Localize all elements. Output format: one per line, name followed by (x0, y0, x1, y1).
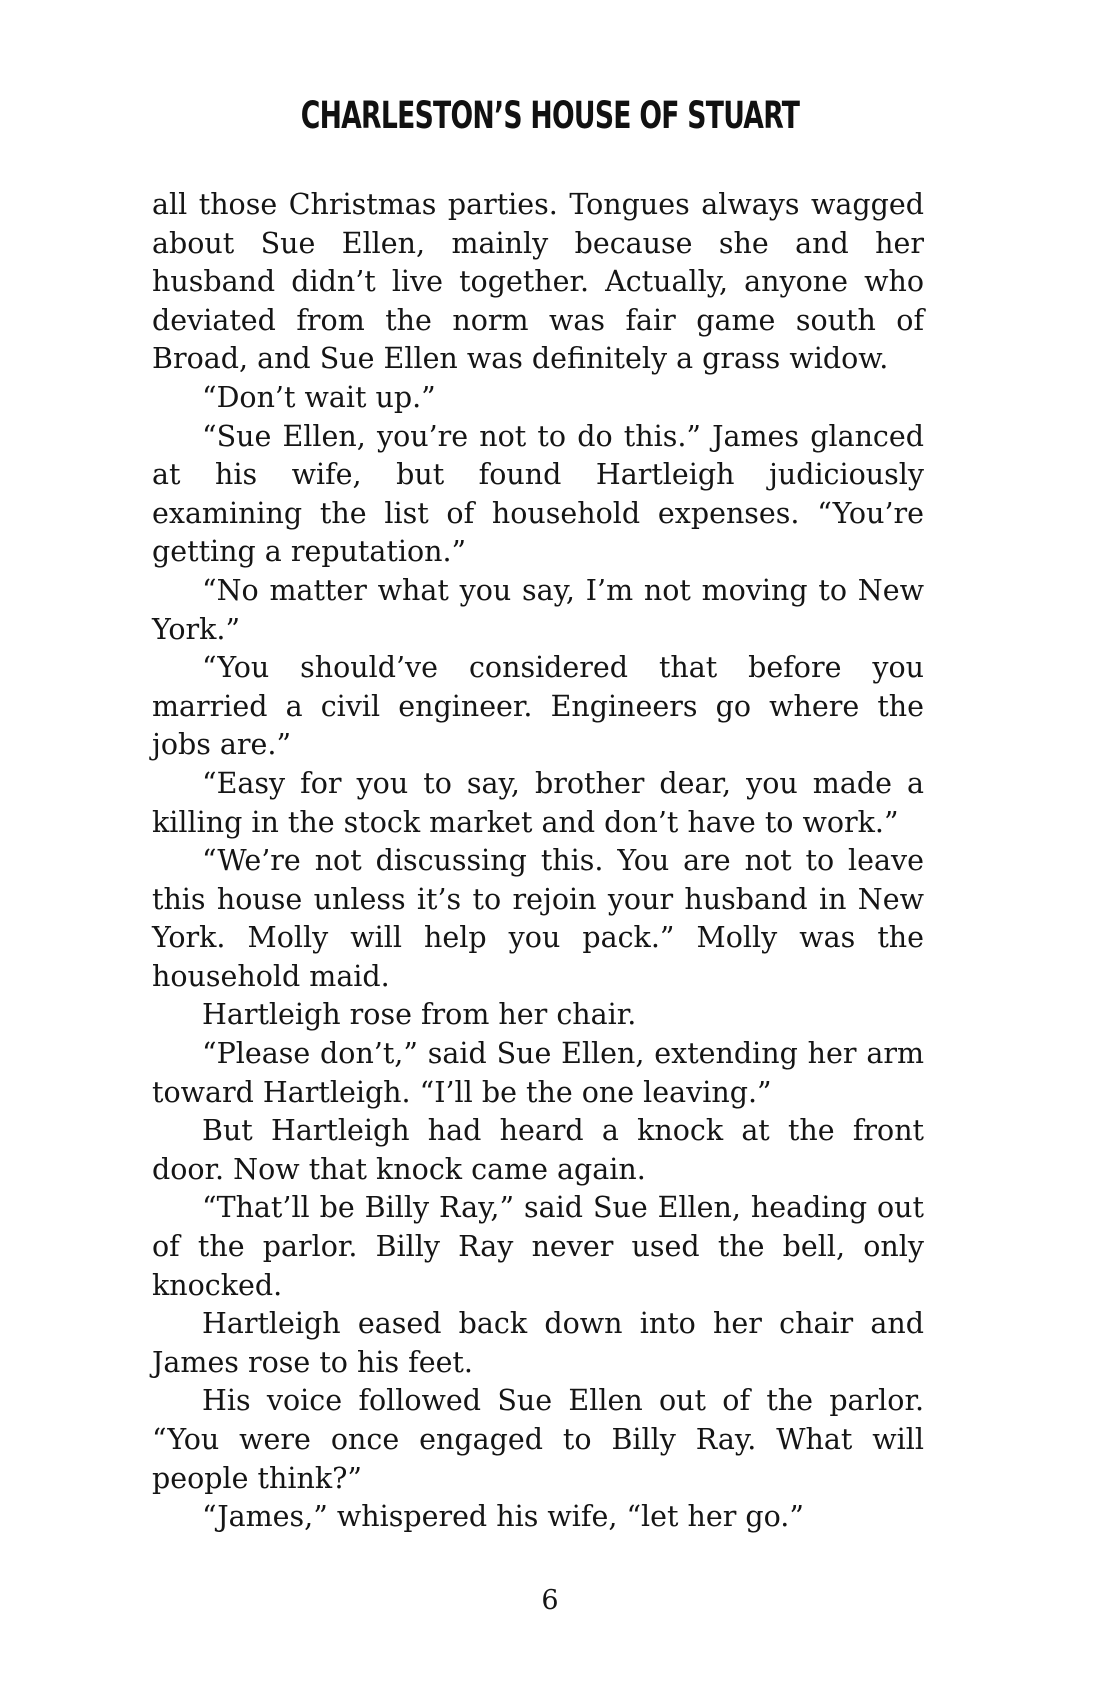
paragraph: “No matter what you say, I’m not moving to New York.” (152, 573, 924, 646)
running-head: CHARLESTON’S HOUSE OF STUART (300, 94, 800, 137)
paragraph: “That’ll be Billy Ray,” said Sue Ellen, heading out of the parlor. Billy Ray never used the bell, only knocked. (152, 1191, 924, 1302)
paragraph: “Easy for you to say, brother dear, you made a killing in the stock market and don’t have to work.” (152, 766, 924, 839)
paragraph: “You should’ve considered that before you married a civil engineer. Engineers go where the jobs are.” (152, 651, 924, 762)
paragraph: “James,” whispered his wife, “let her go.” (202, 1500, 804, 1534)
paragraph: “Please don’t,” said Sue Ellen, extending her arm toward Hartleigh. “I’ll be the one leaving.” (152, 1037, 924, 1109)
paragraph: His voice followed Sue Ellen out of the parlor. “You were once engaged to Billy Ray. What will people think?” (152, 1384, 924, 1495)
page-number: 6 (541, 1585, 559, 1616)
paragraph: Hartleigh rose from her chair. (202, 998, 637, 1032)
paragraph: “Don’t wait up.” (202, 380, 436, 414)
paragraph: But Hartleigh had heard a knock at the front door. Now that knock came again. (152, 1114, 924, 1186)
paragraph: “We’re not discussing this. You are not to leave this house unless it’s to rejoin your husband in New York. Molly will help you pack.” Molly was the household maid. (152, 844, 924, 993)
paragraph: “Sue Ellen, you’re not to do this.” James glanced at his wife, but found Hartleigh judiciously examining the list of household expenses. “You’re getting a reputation.” (152, 419, 924, 569)
paragraph-continued: all those Christmas parties. Tongues always wagged about Sue Ellen, mainly because she and her husband didn’t live together. Actually, anyone who deviated from the norm was fair game south of Broad, and Sue Ellen was definitely a grass widow. (152, 188, 924, 376)
body-text (152, 186, 924, 1537)
paragraph: Hartleigh eased back down into her chair and James rose to his feet. (152, 1307, 924, 1379)
